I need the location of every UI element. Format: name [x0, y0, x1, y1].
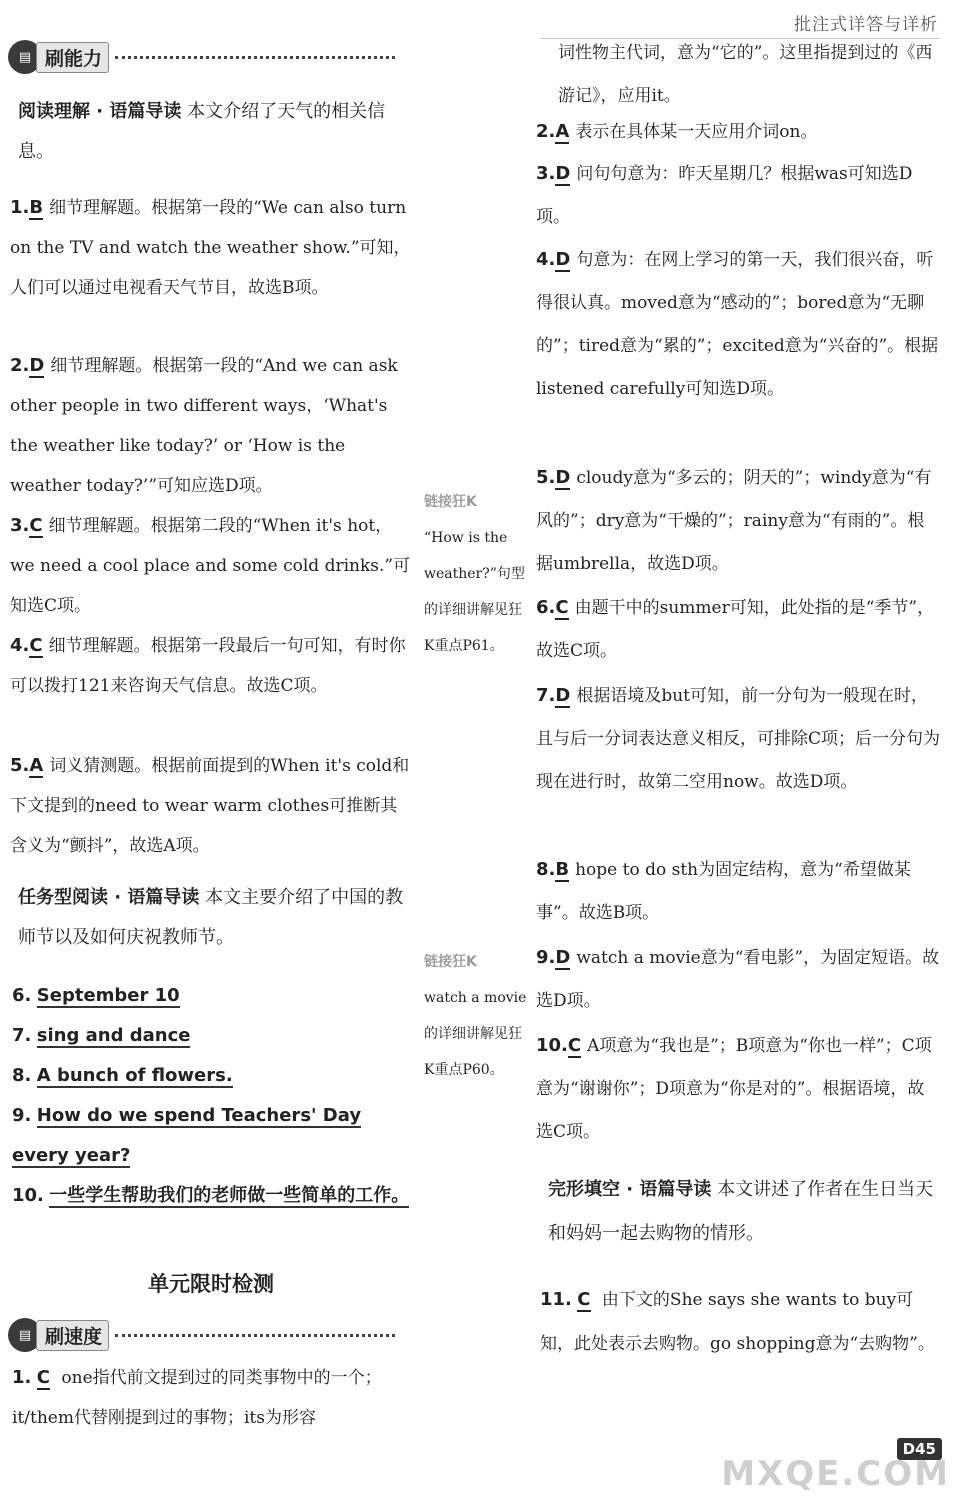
explanation-text: one指代前文提到过的同类事物中的一个；it/them代替刚提到过的事物；its为形容: [12, 1368, 382, 1428]
book-icon: ▤: [8, 1318, 42, 1352]
answer-item: [12, 1096, 414, 1176]
side-note-text: “How is the weather?”句型的详细讲解见狂K重点P61。: [424, 530, 525, 654]
answer-letter: D: [555, 467, 571, 488]
explanation-text: cloudy意为“多云的；阴天的”；windy意为“有风的”；dry意为“干燥的”；rainy意为“有雨的”。根据umbrella，故选D项。: [536, 468, 932, 574]
answer-letter: A: [29, 755, 44, 776]
question-number: 9.: [536, 947, 556, 968]
answer-item: [536, 238, 940, 411]
answer-text: A bunch of flowers.: [36, 1065, 233, 1086]
explanation-text: 细节理解题。根据第一段的“We can also turn on the TV and watch the weather show.”可知，人们可以通过电视看天气节目，故选B项。: [10, 198, 411, 298]
question-number: 7.: [12, 1025, 32, 1046]
reading-intro-label: 阅读理解 · 语篇导读: [18, 101, 182, 122]
explanation-text: 由下文的She says she wants to buy可知，此处表示去购物。go shopping意为“去购物”。: [540, 1290, 935, 1354]
task-intro: [18, 878, 413, 958]
task-intro-text: 本文主要介绍了中国的教师节以及如何庆祝教师节。: [18, 887, 404, 948]
reading-intro: [18, 92, 413, 172]
side-note-text: watch a movie的详细讲解见狂K重点P60。: [424, 990, 527, 1078]
question-number: 1.: [12, 1367, 32, 1388]
answer-letter: C: [577, 1289, 591, 1310]
cloze-intro-label: 完形填空 · 语篇导读: [548, 1179, 712, 1200]
explanation-text: 由题干中的summer可知，此处指的是“季节”，故选C项。: [536, 598, 935, 661]
question-number: 5.: [536, 467, 556, 488]
question-number: 2.: [10, 355, 30, 376]
question-number: 8.: [12, 1065, 32, 1086]
page-number: D45: [897, 1438, 942, 1460]
question-number: 4.: [536, 249, 556, 270]
unit-title: 单元限时检测: [148, 1272, 274, 1296]
side-note: [424, 944, 528, 1088]
question-number: 3.: [536, 163, 556, 184]
question-number: 1.: [10, 197, 30, 218]
ability-label: 刷能力: [36, 42, 109, 73]
right-q11: [540, 1278, 940, 1366]
question-number: 6.: [536, 597, 556, 618]
explanation-text: 根据语境及but可知，前一分句为一般现在时，且与后一分词表达意义相反，可排除C项；后一分句为现在进行时，故第二空用now。故选D项。: [536, 686, 941, 792]
explanation-text: A项意为“我也是”；B项意为“你也一样”；C项意为“谢谢你”；D项意为“你是对的”。根据语境，故选C项。: [536, 1036, 932, 1142]
answer-item: [10, 746, 412, 866]
answer-letter: D: [29, 355, 45, 376]
answer-item: [536, 936, 940, 1023]
answer-item: [12, 976, 414, 1016]
answer-letter: B: [29, 197, 44, 218]
explanation-text: watch a movie意为“看电影”，为固定短语。故选D项。: [536, 948, 940, 1011]
task-intro-label: 任务型阅读 · 语篇导读: [18, 887, 200, 908]
question-number: 2.: [536, 121, 556, 142]
question-number: 4.: [10, 635, 30, 656]
answer-letter: C: [555, 597, 569, 618]
question-number: 8.: [536, 859, 556, 880]
answer-text: How do we spend Teachers' Day every year?: [12, 1105, 362, 1166]
dotted-divider: [115, 56, 395, 59]
answer-letter: D: [555, 947, 571, 968]
answer-item: [10, 188, 412, 308]
answer-item: [536, 674, 940, 804]
watermark: MXQE.COM: [721, 1454, 950, 1494]
answer-item: [536, 1024, 940, 1154]
answer-text: sing and dance: [36, 1025, 191, 1046]
explanation-text: 问句句意为：昨天星期几？根据was可知选D项。: [536, 164, 913, 227]
explanation-text: 细节理解题。根据第一段的“And we can ask other people in two different ways，‘What's the weather like today?’ or ‘How is the weather today?’”可知应选D项。: [10, 356, 398, 496]
answer-letter: D: [555, 163, 571, 184]
answer-letter: C: [36, 1367, 50, 1388]
answer-letter: A: [555, 121, 570, 142]
answer-item: [536, 848, 940, 935]
question-number: 9.: [12, 1105, 32, 1126]
reading-intro-text: 本文介绍了天气的相关信息。: [18, 101, 386, 162]
cloze-intro-text: 本文讲述了作者在生日当天和妈妈一起去购物的情形。: [548, 1179, 934, 1244]
question-number: 5.: [10, 755, 30, 776]
question-number: 6.: [12, 985, 32, 1006]
explanation-text: 细节理解题。根据第一段最后一句可知，有时你可以拨打121来咨询天气信息。故选C项。: [10, 636, 406, 696]
question-number: 3.: [10, 515, 30, 536]
answer-item: [12, 1016, 414, 1056]
answer-letter: C: [29, 635, 43, 656]
explanation-text: hope to do sth为固定结构，意为“希望做某事”。故选B项。: [536, 860, 911, 923]
side-note: [424, 484, 528, 664]
answer-letter: B: [555, 859, 570, 880]
answer-item: [536, 586, 940, 673]
answer-text: September 10: [36, 985, 180, 1006]
question-number: 7.: [536, 685, 556, 706]
answer-letter: D: [555, 249, 571, 270]
explanation-text: 表示在具体某一天应用介词on。: [575, 122, 818, 142]
explanation-text: 句意为：在网上学习的第一天，我们很兴奋，听得很认真。moved意为“感动的”；bored意为“无聊的”；tired意为“累的”；excited意为“兴奋的”。根据listened carefully可知选D项。: [536, 250, 939, 399]
book-icon: ▤: [8, 40, 42, 74]
cloze-intro: [548, 1168, 940, 1256]
side-note-label: 链接狂K: [424, 494, 477, 510]
answer-letter: D: [555, 685, 571, 706]
answer-item: [536, 110, 940, 154]
speed-tag: [8, 1318, 395, 1352]
answer-item: [12, 1056, 414, 1096]
question-number: 10.: [12, 1185, 44, 1206]
answer-item: [10, 626, 412, 706]
answer-item: [536, 456, 940, 586]
answer-item: [12, 1176, 414, 1216]
explanation-text: 细节理解题。根据第二段的“When it's hot，we need a cool place and some cold drinks.”可知选C项。: [10, 516, 411, 616]
right-continuation: 词性物主代词，意为“它的”。这里指提到过的《西游记》，应用it。: [558, 43, 933, 106]
answer-item: [10, 506, 412, 626]
question-number: 10.: [536, 1035, 568, 1056]
question-number: 11.: [540, 1289, 572, 1310]
dotted-divider: [115, 1334, 395, 1337]
answer-item: [10, 346, 412, 506]
ability-tag: [8, 40, 395, 74]
answer-letter: C: [29, 515, 43, 536]
answer-item: [536, 152, 940, 239]
speed-label: 刷速度: [36, 1320, 109, 1351]
page-header-title: 批注式详答与详析: [794, 15, 938, 35]
answer-letter: C: [567, 1035, 582, 1056]
answer-text: 一些学生帮助我们的老师做一些简单的工作。: [49, 1185, 410, 1206]
left-q1: [12, 1358, 414, 1438]
side-note-label: 链接狂K: [424, 954, 477, 970]
explanation-text: 词义猜测题。根据前面提到的When it's cold和下文提到的need to wear warm clothes可推断其含义为“颤抖”，故选A项。: [10, 756, 410, 856]
